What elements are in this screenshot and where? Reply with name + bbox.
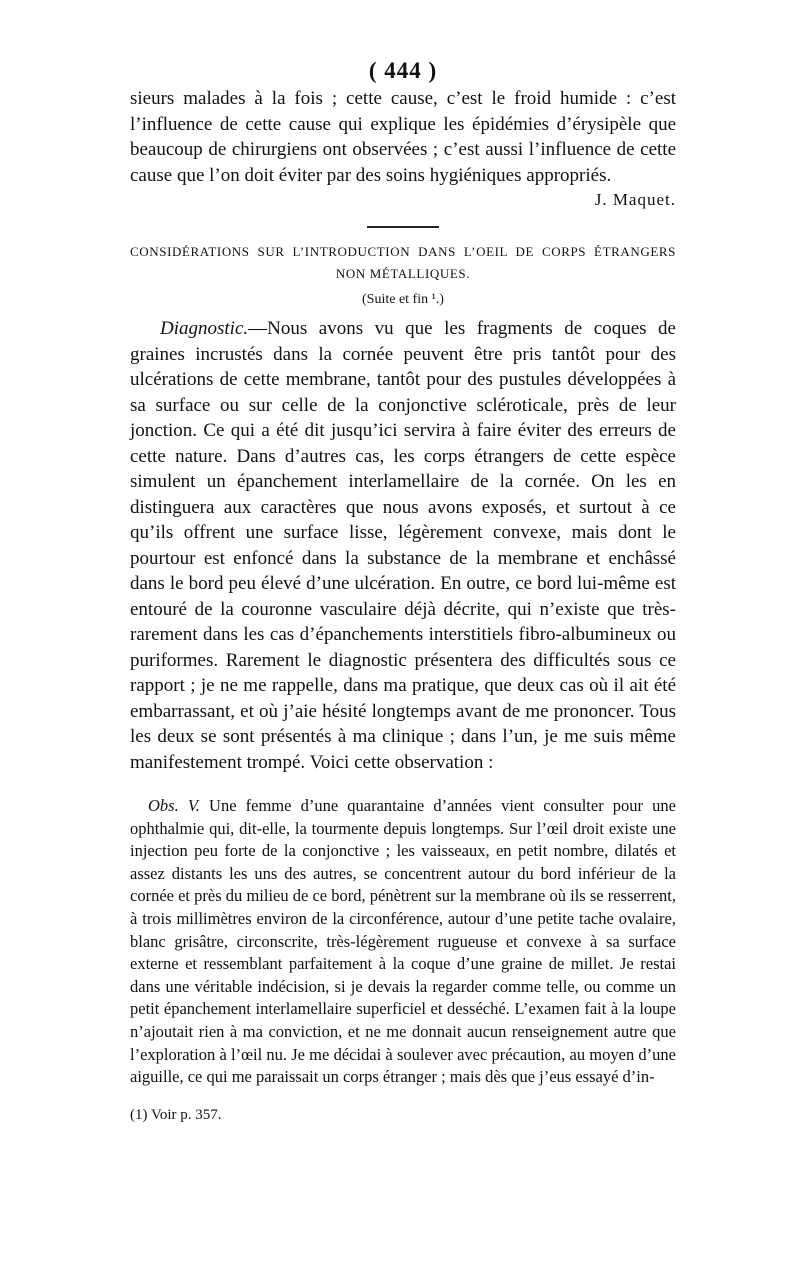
- observation-label: Obs. V.: [148, 796, 200, 815]
- article-title-line1: CONSIDÉRATIONS SUR L’INTRODUCTION DANS L’OEIL DE CORPS ÉTRANGERS: [130, 244, 676, 259]
- document-page: [130, 58, 676, 1124]
- page-number: ( 444 ): [368, 58, 438, 83]
- section-divider: [367, 226, 439, 228]
- article-subtitle: (Suite et fin ¹.): [362, 292, 444, 307]
- author-signature: J. Maquet.: [594, 190, 676, 209]
- article-title-line2: NON MÉTALLIQUES.: [335, 266, 471, 281]
- diagnostic-label: Diagnostic.: [160, 318, 249, 339]
- observation-text: Une femme d’une quarantaine d’années vient consulter pour une ophthalmie qui, dit-elle, la tourmente depuis longtemps. Sur l’œil droit existe une injection peu forte de la conjonctive ; les vaisseaux, en petit nombre, dilatés et assez distants les uns des autres, se concentrent autour du bord inférieur de la cornée et près du milieu de ce bord, pénètrent sur la membrane où ils se resserrent, à trois millimètres environ de la circonférence, autour d’une petite tache ovalaire, blanc grisâtre, circonscrite, très-légèrement rugueuse et convexe à sa surface externe et ressemblant parfaitement à la coque d’une graine de millet. Je restai dans une véritable indécision, si je devais la regarder comme telle, ou comme un petit épanchement interlamellaire superficiel et desséché. L’examen fait à la loupe n’ajoutait rien à ma conviction, et ne me donnait aucun renseignement autre que l’exploration à l’œil nu. Je me décidai à soulever avec précaution, au moyen d’une aiguille, ce qui me paraissait un corps étranger ; mais dès que j’eus essayé d’in-: [130, 796, 676, 1087]
- observation-paragraph: [130, 795, 676, 1089]
- diagnostic-text: —Nous avons vu que les fragments de coques de graines incrustés dans la cornée peuvent être pris tantôt pour des ulcérations de cette membrane, tantôt pour des pustules développées à sa surface ou sur celle de la conjonctive scléroticale, près de leur jonction. Ce qui a été dit jusqu’ici servira à faire éviter des erreurs de cette nature. Dans d’autres cas, les corps étrangers de cette espèce simulent un épanchement interlamellaire de la cornée. On les en distinguera aux caractères que nous avons exposés, et surtout à ce qu’ils offrent une surface lisse, légèrement convexe, mais dont le pourtour est enfoncé dans la substance de la membrane et enchâssé dans le bord peu élevé d’une ulcération. En outre, ce bord lui-même est entouré de la couronne vasculaire déjà décrite, qui n’existe que très-rarement dans les cas d’épanchements interstitiels fibro-albumineux ou puriformes. Rarement le diagnostic présentera des difficultés sous ce rapport ; je ne me rappelle, dans ma pratique, que deux cas où il ait été embarrassant, et où j’aie hésité longtemps avant de me prononcer. Tous les deux se sont présentés à ma clinique ; dans l’un, je me suis même manifestement trompé. Voici cette observation :: [130, 318, 676, 773]
- lead-paragraph: sieurs malades à la fois ; cette cause, c’est le froid humide : c’est l’influence de cette cause qui explique les épidémies d’érysipèle que beaucoup de chirurgiens ont observées ; c’est aussi l’influence de cette cause que l’on doit éviter par des soins hygiéniques appropriés.: [130, 88, 676, 186]
- footnote: (1) Voir p. 357.: [130, 1106, 222, 1123]
- diagnostic-paragraph: [130, 316, 676, 775]
